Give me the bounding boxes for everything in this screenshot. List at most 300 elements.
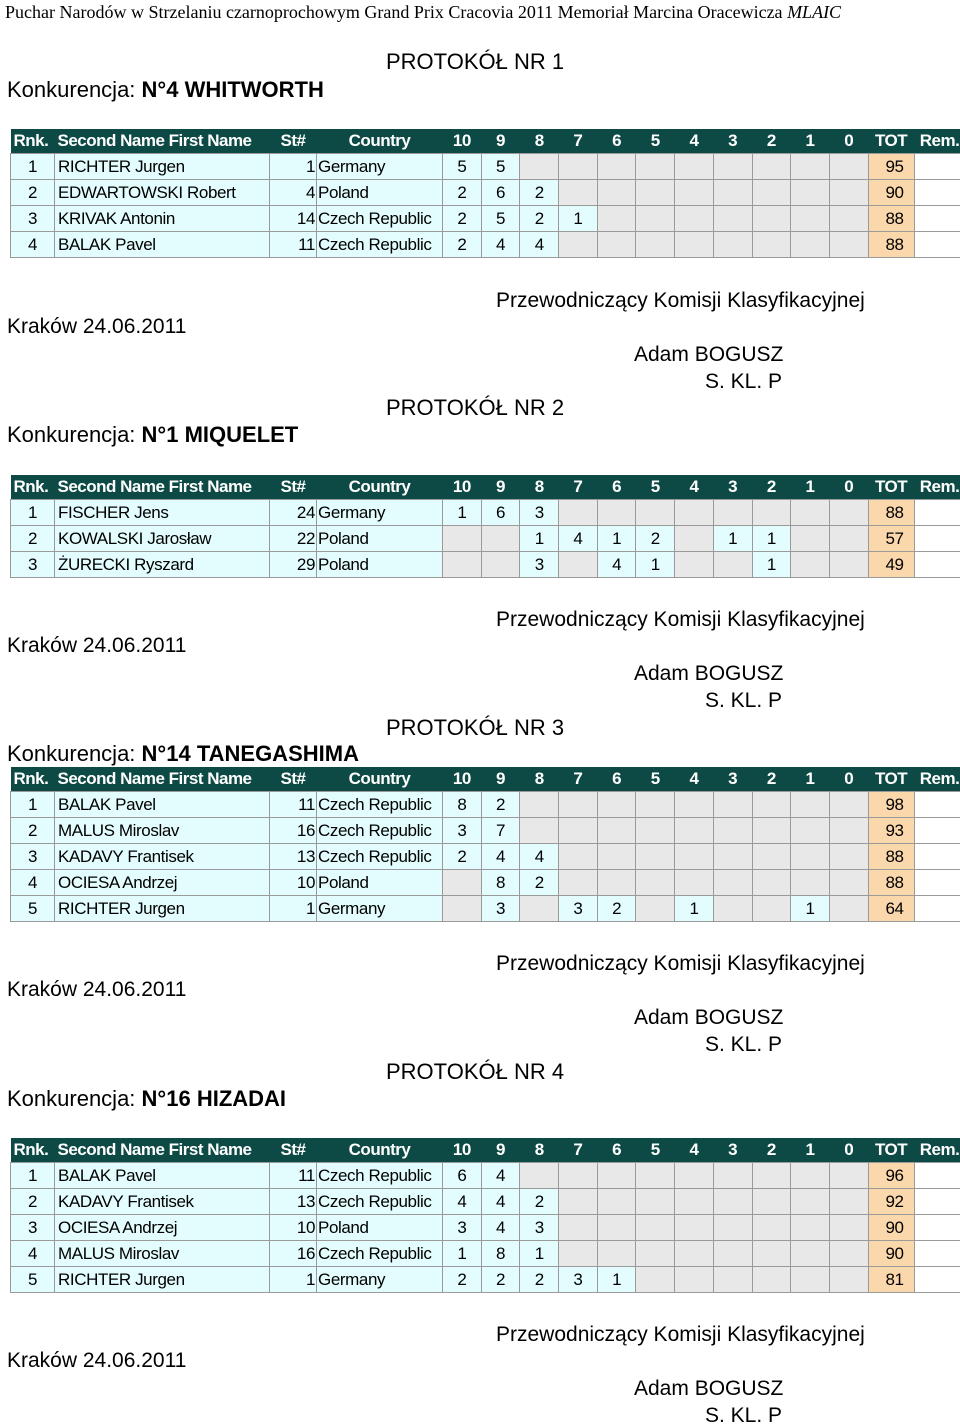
score-cell <box>636 1163 675 1189</box>
remarks-cell <box>914 154 960 180</box>
score-cell <box>675 870 714 896</box>
table-row <box>11 896 960 922</box>
protocol-3-event <box>7 741 359 767</box>
score-cell: 2 <box>443 180 482 206</box>
score-cell <box>752 1267 791 1293</box>
column-header: 9 <box>481 129 520 154</box>
protocol-2-event <box>7 422 298 448</box>
score-cell <box>829 206 868 232</box>
country-cell: Germany <box>317 896 443 922</box>
score-cell <box>636 844 675 870</box>
competitor-name-cell: MALUS Miroslav <box>55 818 270 844</box>
start-number-cell: 29 <box>270 552 317 578</box>
score-cell: 2 <box>443 232 482 258</box>
score-cell <box>713 1267 752 1293</box>
signature-name: Adam BOGUSZ <box>634 343 783 367</box>
header-title: Puchar Narodów w Strzelaniu czarnoprochowym Grand Prix Cracovia 2011 Memoriał Marcina Oracewicza <box>5 2 783 22</box>
score-cell <box>791 552 830 578</box>
event-name: N°4 WHITWORTH <box>142 77 324 102</box>
column-header: 8 <box>520 475 559 500</box>
score-cell: 7 <box>481 818 520 844</box>
column-header: St# <box>270 475 317 500</box>
table-row <box>11 1267 960 1293</box>
table-row <box>11 180 960 206</box>
score-cell: 3 <box>481 896 520 922</box>
score-cell <box>675 206 714 232</box>
score-cell: 4 <box>481 1215 520 1241</box>
column-header: 6 <box>597 129 636 154</box>
rank-cell: 3 <box>11 844 55 870</box>
table-row <box>11 870 960 896</box>
column-header: 7 <box>559 129 598 154</box>
score-cell: 4 <box>597 552 636 578</box>
score-cell <box>675 792 714 818</box>
column-header: 3 <box>713 129 752 154</box>
total-cell: 88 <box>868 500 914 526</box>
column-header: Second Name First Name <box>55 767 270 792</box>
column-header: 3 <box>713 1138 752 1163</box>
competitor-name-cell: KADAVY Frantisek <box>55 844 270 870</box>
score-cell: 1 <box>443 1241 482 1267</box>
score-cell: 3 <box>559 896 598 922</box>
score-cell: 3 <box>520 552 559 578</box>
rank-cell: 1 <box>11 500 55 526</box>
column-header: Rem. <box>914 1138 960 1163</box>
remarks-cell <box>914 500 960 526</box>
remarks-cell <box>914 526 960 552</box>
score-cell <box>481 552 520 578</box>
score-cell: 3 <box>559 1267 598 1293</box>
score-cell: 5 <box>481 206 520 232</box>
score-cell <box>675 526 714 552</box>
score-cell: 1 <box>713 526 752 552</box>
score-cell <box>752 154 791 180</box>
start-number-cell: 1 <box>270 896 317 922</box>
score-cell <box>636 870 675 896</box>
remarks-cell <box>914 870 960 896</box>
score-cell <box>597 1163 636 1189</box>
score-cell: 2 <box>520 1189 559 1215</box>
column-header: 8 <box>520 767 559 792</box>
score-cell <box>675 232 714 258</box>
column-header: TOT <box>868 767 914 792</box>
column-header: 5 <box>636 129 675 154</box>
score-cell <box>829 870 868 896</box>
score-cell <box>752 896 791 922</box>
table-header-row <box>11 129 960 154</box>
total-cell: 96 <box>868 1163 914 1189</box>
score-cell <box>752 870 791 896</box>
score-cell <box>713 1241 752 1267</box>
place-date: Kraków 24.06.2011 <box>7 634 186 658</box>
score-cell <box>829 526 868 552</box>
score-cell <box>791 1189 830 1215</box>
competitor-name-cell: BALAK Pavel <box>55 1163 270 1189</box>
column-header: 0 <box>829 475 868 500</box>
column-header: Country <box>317 475 443 500</box>
score-cell: 6 <box>443 1163 482 1189</box>
rank-cell: 5 <box>11 1267 55 1293</box>
start-number-cell: 11 <box>270 792 317 818</box>
column-header: 1 <box>791 129 830 154</box>
score-cell <box>791 232 830 258</box>
total-cell: 98 <box>868 792 914 818</box>
score-cell <box>791 1241 830 1267</box>
column-header: 3 <box>713 475 752 500</box>
start-number-cell: 16 <box>270 818 317 844</box>
column-header: Country <box>317 129 443 154</box>
column-header: 10 <box>443 1138 482 1163</box>
table-row <box>11 792 960 818</box>
score-cell <box>559 1163 598 1189</box>
competitor-name-cell: BALAK Pavel <box>55 232 270 258</box>
score-cell: 3 <box>520 500 559 526</box>
table-row <box>11 526 960 552</box>
column-header: 10 <box>443 767 482 792</box>
competitor-name-cell: FISCHER Jens <box>55 500 270 526</box>
score-cell <box>636 206 675 232</box>
score-cell: 2 <box>520 206 559 232</box>
country-cell: Czech Republic <box>317 792 443 818</box>
column-header: St# <box>270 129 317 154</box>
total-cell: 90 <box>868 1215 914 1241</box>
remarks-cell <box>914 1267 960 1293</box>
score-cell <box>829 818 868 844</box>
column-header: Second Name First Name <box>55 129 270 154</box>
score-cell: 2 <box>520 1267 559 1293</box>
score-cell <box>829 1215 868 1241</box>
header-title-suffix: MLAIC <box>787 2 841 22</box>
column-header: 4 <box>675 475 714 500</box>
konkurencja-label: Konkurencja: <box>7 77 135 102</box>
table-row <box>11 206 960 232</box>
country-cell: Poland <box>317 870 443 896</box>
score-cell <box>559 500 598 526</box>
score-cell: 1 <box>520 1241 559 1267</box>
table-header-row <box>11 475 960 500</box>
country-cell: Poland <box>317 1215 443 1241</box>
score-cell <box>713 206 752 232</box>
protocol-4-event <box>7 1086 286 1112</box>
rank-cell: 4 <box>11 1241 55 1267</box>
protocol-1-title: PROTOKÓŁ NR 1 <box>386 50 564 74</box>
score-cell: 4 <box>520 232 559 258</box>
rank-cell: 3 <box>11 206 55 232</box>
score-cell: 1 <box>520 526 559 552</box>
score-cell <box>675 1163 714 1189</box>
score-cell <box>829 1267 868 1293</box>
start-number-cell: 13 <box>270 1189 317 1215</box>
column-header: Rnk. <box>11 475 55 500</box>
score-cell <box>559 232 598 258</box>
score-cell <box>443 896 482 922</box>
score-cell <box>829 552 868 578</box>
total-cell: 95 <box>868 154 914 180</box>
remarks-cell <box>914 552 960 578</box>
score-cell: 2 <box>481 792 520 818</box>
column-header: TOT <box>868 129 914 154</box>
remarks-cell <box>914 232 960 258</box>
score-cell <box>713 552 752 578</box>
rank-cell: 2 <box>11 526 55 552</box>
competitor-name-cell: KRIVAK Antonin <box>55 206 270 232</box>
remarks-cell <box>914 1215 960 1241</box>
column-header: 6 <box>597 475 636 500</box>
score-cell <box>443 526 482 552</box>
score-cell <box>713 180 752 206</box>
start-number-cell: 10 <box>270 870 317 896</box>
competitor-name-cell: KADAVY Frantisek <box>55 1189 270 1215</box>
score-cell <box>636 1189 675 1215</box>
competitor-name-cell: ŻURECKI Ryszard <box>55 552 270 578</box>
rank-cell: 3 <box>11 552 55 578</box>
start-number-cell: 14 <box>270 206 317 232</box>
score-cell <box>597 870 636 896</box>
country-cell: Germany <box>317 1267 443 1293</box>
score-cell: 2 <box>481 1267 520 1293</box>
column-header: 5 <box>636 475 675 500</box>
score-cell: 4 <box>481 1163 520 1189</box>
column-header: 0 <box>829 129 868 154</box>
start-number-cell: 11 <box>270 232 317 258</box>
rank-cell: 4 <box>11 232 55 258</box>
score-cell <box>713 792 752 818</box>
score-cell <box>829 1163 868 1189</box>
signature-title: Przewodniczący Komisji Klasyfikacyjnej <box>496 1323 865 1347</box>
document-header <box>5 0 841 24</box>
score-cell <box>713 896 752 922</box>
remarks-cell <box>914 792 960 818</box>
column-header: 1 <box>791 475 830 500</box>
signature-title: Przewodniczący Komisji Klasyfikacyjnej <box>496 608 865 632</box>
protocol-4-title: PROTOKÓŁ NR 4 <box>386 1060 564 1084</box>
score-cell <box>675 180 714 206</box>
country-cell: Poland <box>317 552 443 578</box>
rank-cell: 2 <box>11 818 55 844</box>
score-cell <box>636 1241 675 1267</box>
score-cell <box>675 500 714 526</box>
score-cell <box>597 1215 636 1241</box>
column-header: 5 <box>636 1138 675 1163</box>
score-cell <box>443 870 482 896</box>
score-cell <box>713 870 752 896</box>
remarks-cell <box>914 1241 960 1267</box>
column-header: 4 <box>675 767 714 792</box>
score-cell <box>636 180 675 206</box>
score-cell <box>713 1189 752 1215</box>
results-table <box>10 129 960 258</box>
rank-cell: 4 <box>11 870 55 896</box>
competitor-name-cell: BALAK Pavel <box>55 792 270 818</box>
score-cell <box>752 206 791 232</box>
score-cell <box>675 1267 714 1293</box>
score-cell <box>791 792 830 818</box>
column-header: 1 <box>791 1138 830 1163</box>
score-cell: 3 <box>520 1215 559 1241</box>
competitor-name-cell: KOWALSKI Jarosław <box>55 526 270 552</box>
score-cell <box>752 1241 791 1267</box>
score-cell <box>791 526 830 552</box>
score-cell: 8 <box>443 792 482 818</box>
table-header-row <box>11 1138 960 1163</box>
column-header: 8 <box>520 129 559 154</box>
place-date: Kraków 24.06.2011 <box>7 315 186 339</box>
score-cell <box>559 1215 598 1241</box>
score-cell <box>559 180 598 206</box>
score-cell <box>636 1215 675 1241</box>
table-row <box>11 552 960 578</box>
column-header: Rnk. <box>11 129 55 154</box>
signature-role: S. KL. P <box>705 689 782 713</box>
score-cell <box>829 792 868 818</box>
score-cell: 2 <box>636 526 675 552</box>
score-cell: 1 <box>636 552 675 578</box>
column-header: 7 <box>559 767 598 792</box>
score-cell <box>559 870 598 896</box>
table-header-row <box>11 767 960 792</box>
competitor-name-cell: OCIESA Andrzej <box>55 1215 270 1241</box>
score-cell: 8 <box>481 870 520 896</box>
table-row <box>11 1215 960 1241</box>
column-header: 2 <box>752 129 791 154</box>
score-cell: 2 <box>520 870 559 896</box>
total-cell: 93 <box>868 818 914 844</box>
country-cell: Czech Republic <box>317 206 443 232</box>
column-header: St# <box>270 767 317 792</box>
competitor-name-cell: RICHTER Jurgen <box>55 154 270 180</box>
table-row <box>11 1241 960 1267</box>
score-cell <box>636 232 675 258</box>
rank-cell: 1 <box>11 1163 55 1189</box>
total-cell: 88 <box>868 870 914 896</box>
score-cell <box>752 500 791 526</box>
column-header: Rnk. <box>11 767 55 792</box>
place-date: Kraków 24.06.2011 <box>7 1349 186 1373</box>
table-row <box>11 844 960 870</box>
score-cell: 1 <box>752 526 791 552</box>
score-cell <box>597 500 636 526</box>
score-cell <box>636 1267 675 1293</box>
konkurencja-label: Konkurencja: <box>7 422 135 447</box>
score-cell <box>559 818 598 844</box>
protocol-2-title: PROTOKÓŁ NR 2 <box>386 396 564 420</box>
start-number-cell: 11 <box>270 1163 317 1189</box>
signature-name: Adam BOGUSZ <box>634 1006 783 1030</box>
column-header: Country <box>317 1138 443 1163</box>
score-cell: 6 <box>481 180 520 206</box>
column-header: 9 <box>481 767 520 792</box>
competitor-name-cell: RICHTER Jurgen <box>55 1267 270 1293</box>
column-header: Rem. <box>914 767 960 792</box>
column-header: Second Name First Name <box>55 475 270 500</box>
score-cell <box>520 896 559 922</box>
score-cell <box>559 1241 598 1267</box>
score-cell <box>675 552 714 578</box>
column-header: 10 <box>443 475 482 500</box>
column-header: 3 <box>713 767 752 792</box>
country-cell: Czech Republic <box>317 1241 443 1267</box>
score-cell <box>636 154 675 180</box>
table-row <box>11 154 960 180</box>
score-cell <box>791 180 830 206</box>
rank-cell: 2 <box>11 1189 55 1215</box>
score-cell: 2 <box>443 1267 482 1293</box>
score-cell <box>520 1163 559 1189</box>
score-cell: 1 <box>559 206 598 232</box>
score-cell: 1 <box>597 526 636 552</box>
start-number-cell: 10 <box>270 1215 317 1241</box>
column-header: 4 <box>675 129 714 154</box>
start-number-cell: 4 <box>270 180 317 206</box>
score-cell <box>752 1215 791 1241</box>
competitor-name-cell: OCIESA Andrzej <box>55 870 270 896</box>
score-cell <box>559 844 598 870</box>
score-cell <box>559 552 598 578</box>
score-cell <box>791 1267 830 1293</box>
score-cell <box>520 154 559 180</box>
score-cell <box>443 552 482 578</box>
rank-cell: 5 <box>11 896 55 922</box>
total-cell: 90 <box>868 1241 914 1267</box>
konkurencja-label: Konkurencja: <box>7 1086 135 1111</box>
score-cell <box>597 818 636 844</box>
score-cell: 1 <box>597 1267 636 1293</box>
score-cell <box>791 818 830 844</box>
score-cell <box>713 818 752 844</box>
total-cell: 88 <box>868 232 914 258</box>
rank-cell: 2 <box>11 180 55 206</box>
event-name: N°14 TANEGASHIMA <box>142 741 359 766</box>
score-cell <box>791 844 830 870</box>
score-cell <box>791 500 830 526</box>
score-cell <box>597 206 636 232</box>
column-header: 1 <box>791 767 830 792</box>
total-cell: 88 <box>868 206 914 232</box>
score-cell <box>675 1241 714 1267</box>
score-cell: 4 <box>481 1189 520 1215</box>
remarks-cell <box>914 844 960 870</box>
competitor-name-cell: MALUS Miroslav <box>55 1241 270 1267</box>
table-row <box>11 500 960 526</box>
column-header: 2 <box>752 1138 791 1163</box>
table-row <box>11 232 960 258</box>
column-header: 5 <box>636 767 675 792</box>
column-header: 9 <box>481 475 520 500</box>
score-cell: 1 <box>675 896 714 922</box>
column-header: Rem. <box>914 129 960 154</box>
score-cell: 1 <box>443 500 482 526</box>
competitor-name-cell: EDWARTOWSKI Robert <box>55 180 270 206</box>
score-cell: 5 <box>481 154 520 180</box>
column-header: 7 <box>559 1138 598 1163</box>
score-cell <box>520 818 559 844</box>
column-header: 10 <box>443 129 482 154</box>
score-cell <box>829 1241 868 1267</box>
score-cell: 4 <box>481 844 520 870</box>
score-cell <box>559 154 598 180</box>
rank-cell: 3 <box>11 1215 55 1241</box>
score-cell: 5 <box>443 154 482 180</box>
start-number-cell: 16 <box>270 1241 317 1267</box>
score-cell <box>791 206 830 232</box>
score-cell <box>829 500 868 526</box>
score-cell <box>675 154 714 180</box>
column-header: 0 <box>829 1138 868 1163</box>
score-cell: 4 <box>520 844 559 870</box>
remarks-cell <box>914 896 960 922</box>
score-cell <box>636 896 675 922</box>
remarks-cell <box>914 1163 960 1189</box>
